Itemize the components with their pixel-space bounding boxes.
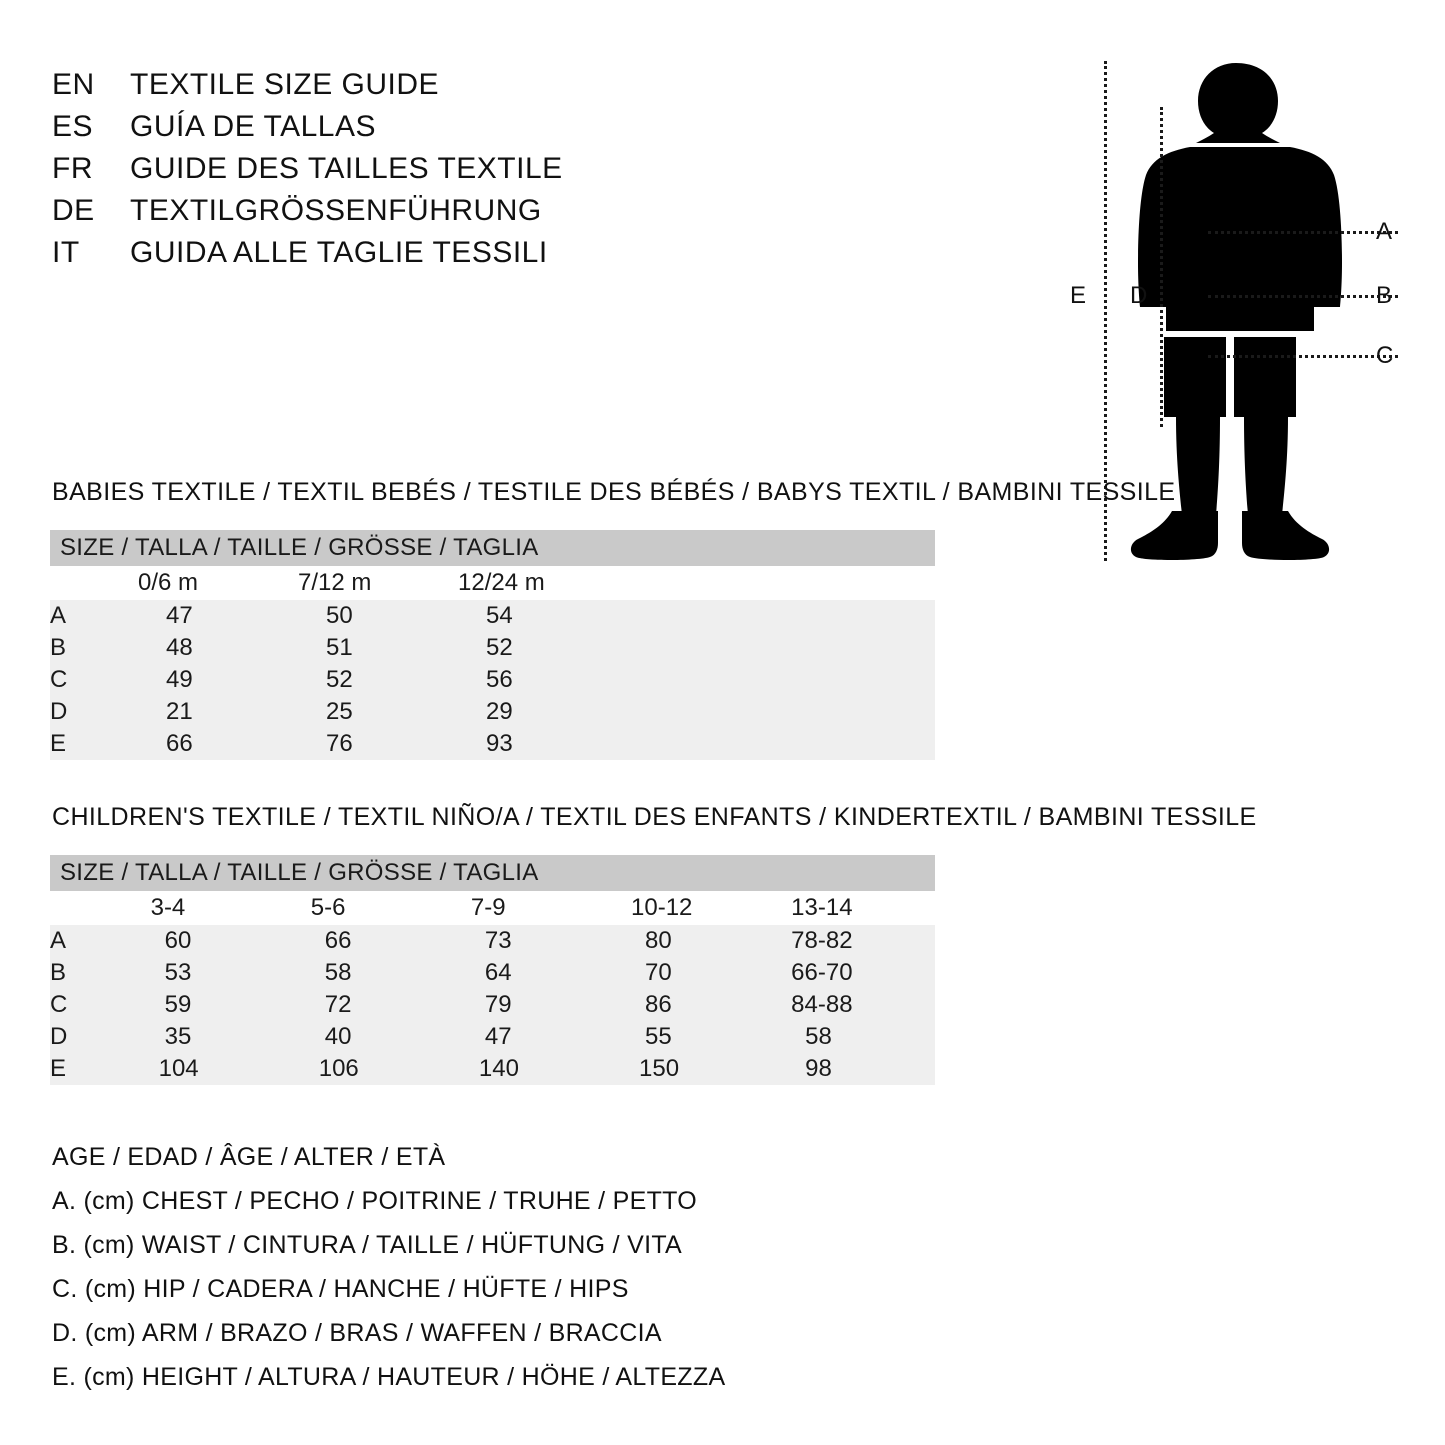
table-row — [50, 632, 935, 664]
babies-row-label-a: A — [50, 600, 138, 632]
children-c-4: 84-88 — [775, 989, 935, 1021]
table-row — [50, 600, 935, 632]
children-column-1: 5-6 — [295, 891, 455, 925]
babies-table-header: SIZE / TALLA / TAILLE / GRÖSSE / TAGLIA — [50, 530, 935, 566]
table-row — [50, 1053, 935, 1085]
table-row — [50, 925, 935, 957]
babies-a-2: 54 — [458, 600, 618, 632]
language-row-es — [52, 110, 752, 152]
children-row-label-b: B — [50, 957, 135, 989]
language-row-fr — [52, 152, 752, 194]
measurement-legend — [52, 1135, 952, 1399]
language-code-es: ES — [52, 110, 94, 143]
children-d-4: 58 — [775, 1021, 935, 1053]
babies-row-label-d: D — [50, 696, 138, 728]
babies-e-1: 76 — [298, 728, 458, 760]
table-row — [50, 664, 935, 696]
babies-c-1: 52 — [298, 664, 458, 696]
children-d-3: 55 — [615, 1021, 775, 1053]
table-row — [50, 989, 935, 1021]
children-table-header: SIZE / TALLA / TAILLE / GRÖSSE / TAGLIA — [50, 855, 935, 891]
measure-line-c — [1208, 355, 1398, 358]
children-b-3: 70 — [615, 957, 775, 989]
language-title-list — [52, 68, 752, 278]
babies-section-title: BABIES TEXTILE / TEXTIL BEBÉS / TESTILE DES BÉBÉS / BABYS TEXTIL / BAMBINI TESSILE — [52, 478, 1176, 506]
language-code-en: EN — [52, 68, 95, 101]
babies-d-2: 29 — [458, 696, 618, 728]
babies-e-0: 66 — [138, 728, 298, 760]
children-e-1: 106 — [295, 1053, 455, 1085]
legend-line-arm: D. (cm) ARM / BRAZO / BRAS / WAFFEN / BRACCIA — [52, 1319, 662, 1347]
children-a-3: 80 — [615, 925, 775, 957]
children-a-1: 66 — [295, 925, 455, 957]
table-row — [50, 728, 935, 760]
children-table-header-row — [50, 855, 935, 891]
measure-line-d — [1160, 107, 1163, 427]
children-b-0: 53 — [135, 957, 295, 989]
language-title-it: GUIDA ALLE TAGLIE TESSILI — [130, 236, 548, 269]
babies-row-label-e: E — [50, 728, 138, 760]
language-code-it: IT — [52, 236, 80, 269]
children-e-3: 150 — [615, 1053, 775, 1085]
babies-col-corner — [50, 566, 138, 600]
babies-b-0: 48 — [138, 632, 298, 664]
children-col-corner — [50, 891, 135, 925]
babies-b-1: 51 — [298, 632, 458, 664]
measure-line-b — [1208, 295, 1398, 298]
children-column-2: 7-9 — [455, 891, 615, 925]
babies-c-2: 56 — [458, 664, 618, 696]
babies-d-1: 25 — [298, 696, 458, 728]
babies-b-2: 52 — [458, 632, 618, 664]
babies-column-1: 7/12 m — [298, 566, 458, 600]
table-row — [50, 696, 935, 728]
legend-line-height: E. (cm) HEIGHT / ALTURA / HAUTEUR / HÖHE / ALTEZZA — [52, 1363, 726, 1391]
children-column-3: 10-12 — [615, 891, 775, 925]
babies-a-0: 47 — [138, 600, 298, 632]
language-code-fr: FR — [52, 152, 93, 185]
babies-size-table — [50, 530, 935, 760]
babies-column-2: 12/24 m — [458, 566, 618, 600]
children-b-2: 64 — [455, 957, 615, 989]
babies-c-0: 49 — [138, 664, 298, 696]
children-c-0: 59 — [135, 989, 295, 1021]
legend-line-chest: A. (cm) CHEST / PECHO / POITRINE / TRUHE / PETTO — [52, 1187, 698, 1215]
children-c-3: 86 — [615, 989, 775, 1021]
children-e-2: 140 — [455, 1053, 615, 1085]
language-title-en: TEXTILE SIZE GUIDE — [130, 68, 440, 101]
children-d-2: 47 — [455, 1021, 615, 1053]
language-row-de — [52, 194, 752, 236]
children-row-label-d: D — [50, 1021, 135, 1053]
children-column-4: 13-14 — [775, 891, 935, 925]
babies-row-label-b: B — [50, 632, 138, 664]
measure-line-a — [1208, 231, 1398, 234]
legend-line-age: AGE / EDAD / ÂGE / ALTER / ETÀ — [52, 1143, 446, 1171]
language-title-de: TEXTILGRÖSSENFÜHRUNG — [130, 194, 542, 227]
babies-row-label-c: C — [50, 664, 138, 696]
children-a-2: 73 — [455, 925, 615, 957]
measure-label-c: C — [1376, 342, 1394, 369]
language-row-en — [52, 68, 752, 110]
children-table-column-row — [50, 891, 935, 925]
children-a-4: 78-82 — [775, 925, 935, 957]
measure-label-b: B — [1376, 282, 1393, 309]
language-title-fr: GUIDE DES TAILLES TEXTILE — [130, 152, 563, 185]
children-e-0: 104 — [135, 1053, 295, 1085]
babies-d-0: 21 — [138, 696, 298, 728]
language-title-es: GUÍA DE TALLAS — [130, 110, 376, 143]
legend-line-hip: C. (cm) HIP / CADERA / HANCHE / HÜFTE / HIPS — [52, 1275, 629, 1303]
babies-e-2: 93 — [458, 728, 618, 760]
measure-label-a: A — [1376, 218, 1393, 245]
table-row — [50, 1021, 935, 1053]
babies-table-header-row — [50, 530, 935, 566]
babies-column-0: 0/6 m — [138, 566, 298, 600]
children-row-label-a: A — [50, 925, 135, 957]
children-a-0: 60 — [135, 925, 295, 957]
language-row-it — [52, 236, 752, 278]
children-row-label-c: C — [50, 989, 135, 1021]
measure-label-e: E — [1070, 282, 1087, 309]
language-code-de: DE — [52, 194, 95, 227]
children-size-table — [50, 855, 935, 1085]
children-row-label-e: E — [50, 1053, 135, 1085]
children-c-2: 79 — [455, 989, 615, 1021]
children-d-0: 35 — [135, 1021, 295, 1053]
legend-line-waist: B. (cm) WAIST / CINTURA / TAILLE / HÜFTUNG / VITA — [52, 1231, 683, 1259]
children-b-1: 58 — [295, 957, 455, 989]
children-section-title: CHILDREN'S TEXTILE / TEXTIL NIÑO/A / TEXTIL DES ENFANTS / KINDERTEXTIL / BAMBINI TESSILE — [52, 803, 1257, 831]
babies-a-1: 50 — [298, 600, 458, 632]
babies-table-column-row — [50, 566, 935, 600]
children-c-1: 72 — [295, 989, 455, 1021]
children-e-4: 98 — [775, 1053, 935, 1085]
children-b-4: 66-70 — [775, 957, 935, 989]
table-row — [50, 957, 935, 989]
measure-label-d: D — [1130, 282, 1148, 309]
children-column-0: 3-4 — [135, 891, 295, 925]
children-d-1: 40 — [295, 1021, 455, 1053]
